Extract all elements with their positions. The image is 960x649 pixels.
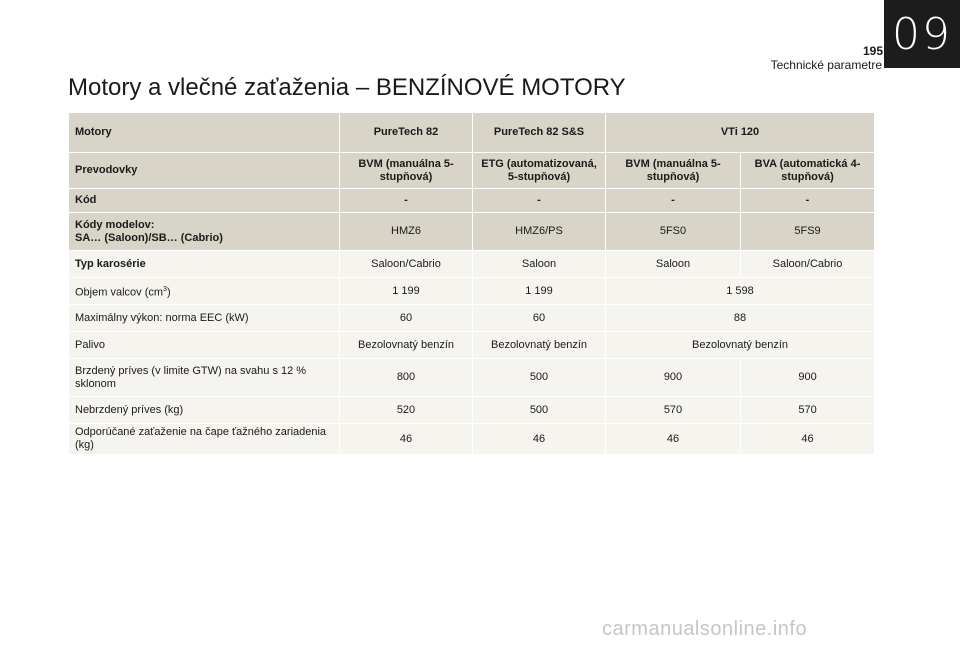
table-cell: Saloon [473, 251, 606, 278]
engine-specs-table [68, 112, 875, 455]
table-cell: 60 [473, 305, 606, 332]
table-cell: 5FS0 [606, 213, 741, 251]
label-line: SA… (Saloon)/SB… (Cabrio) [75, 231, 223, 244]
table-cell: 46 [473, 424, 606, 455]
row-label-motory: Motory [69, 113, 340, 153]
table-cell: HMZ6 [340, 213, 473, 251]
label-text: ) [166, 286, 171, 299]
table-cell: 46 [340, 424, 473, 455]
table-cell: 1 598 [606, 278, 875, 305]
row-label-prevodovky: Prevodovky [69, 153, 340, 189]
row-label-objem [69, 278, 340, 305]
row-label-typ-karoserie: Typ karosérie [69, 251, 340, 278]
watermark: carmanualsonline.info [602, 618, 808, 640]
table-row [69, 278, 875, 305]
table-header-row [69, 113, 875, 153]
table-cell: Saloon/Cabrio [340, 251, 473, 278]
table-row [69, 251, 875, 278]
table-row [69, 424, 875, 455]
table-row [69, 153, 875, 189]
table-cell: 500 [473, 359, 606, 397]
table-cell: 46 [606, 424, 741, 455]
table-cell: ETG (automatizovaná, 5-stupňová) [473, 153, 606, 189]
table-cell: 900 [606, 359, 741, 397]
table-cell: - [340, 189, 473, 213]
table-cell: 570 [741, 397, 875, 424]
row-label-nebrzdeny-prives: Nebrzdený príves (kg) [69, 397, 340, 424]
table-cell: 46 [741, 424, 875, 455]
label-text: Objem valcov (cm [75, 286, 164, 299]
table-row [69, 359, 875, 397]
engine-puretech-82-ss: PureTech 82 S&S [473, 113, 606, 153]
table-cell: HMZ6/PS [473, 213, 606, 251]
row-label-odporucane-zatazenie: Odporúčané zaťaženie na čape ťažného zariadenia (kg) [69, 424, 340, 455]
table-cell: 60 [340, 305, 473, 332]
table-cell: BVA (automatická 4-stupňová) [741, 153, 875, 189]
row-label-brzdeny-prives: Brzdený príves (v limite GTW) na svahu s 12 % sklonom [69, 359, 340, 397]
table-cell: Bezolovnatý benzín [473, 332, 606, 359]
row-label-kod: Kód [69, 189, 340, 213]
table-cell: 88 [606, 305, 875, 332]
row-label-palivo: Palivo [69, 332, 340, 359]
table-cell: 520 [340, 397, 473, 424]
table-cell: 900 [741, 359, 875, 397]
table-cell: Saloon [606, 251, 741, 278]
table-row [69, 189, 875, 213]
label-superscript: 3 [163, 285, 167, 293]
table-cell: Bezolovnatý benzín [606, 332, 875, 359]
table-cell: 1 199 [340, 278, 473, 305]
section-title: Technické parametre [770, 58, 882, 72]
table-cell: - [606, 189, 741, 213]
table-cell: - [741, 189, 875, 213]
table-cell: 1 199 [473, 278, 606, 305]
row-label-kody-modelov [69, 213, 340, 251]
table-cell: 800 [340, 359, 473, 397]
table-cell: BVM (manuálna 5-stupňová) [606, 153, 741, 189]
row-label-vykon: Maximálny výkon: norma EEC (kW) [69, 305, 340, 332]
chapter-tab: 09 [884, 0, 960, 68]
table-cell: 5FS9 [741, 213, 875, 251]
engine-puretech-82: PureTech 82 [340, 113, 473, 153]
table-cell: 570 [606, 397, 741, 424]
page-title: Motory a vlečné zaťaženia – BENZÍNOVÉ MOTORY [68, 74, 626, 101]
table-row [69, 332, 875, 359]
table-cell: Bezolovnatý benzín [340, 332, 473, 359]
table-row [69, 305, 875, 332]
table-row [69, 213, 875, 251]
page-number: 195 [862, 44, 883, 58]
table-cell: 500 [473, 397, 606, 424]
table-cell: - [473, 189, 606, 213]
table-cell: Saloon/Cabrio [741, 251, 875, 278]
table-row [69, 397, 875, 424]
engine-vti-120: VTi 120 [606, 113, 875, 153]
table-cell: BVM (manuálna 5-stupňová) [340, 153, 473, 189]
label-line: Kódy modelov: [75, 218, 155, 231]
